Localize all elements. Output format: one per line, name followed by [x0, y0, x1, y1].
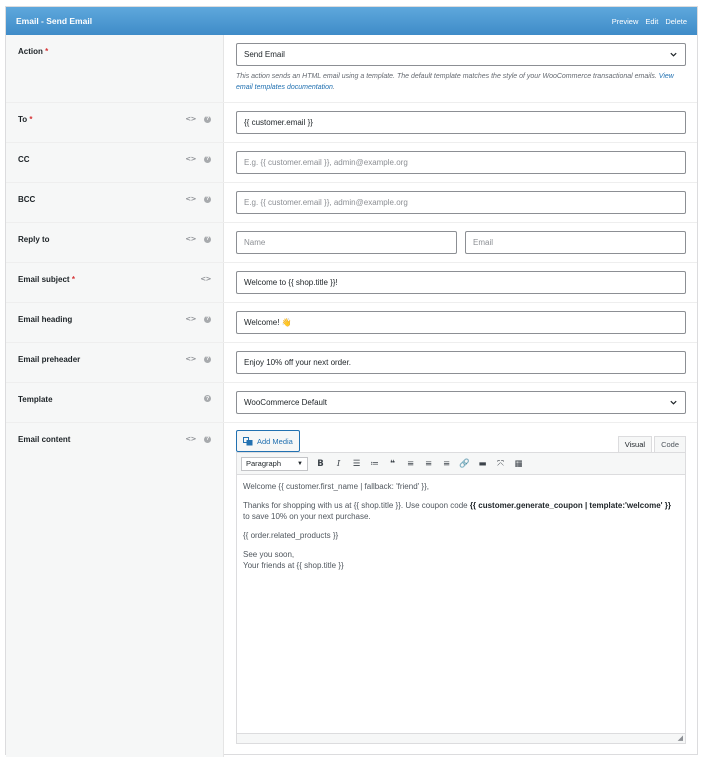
heading-input[interactable]: Welcome! 👋: [236, 311, 686, 334]
preheader-label: Email preheader: [18, 355, 81, 364]
bullet-list-icon[interactable]: ☰: [352, 458, 361, 469]
help-icon[interactable]: ?: [205, 196, 210, 202]
panel-header: [6, 7, 697, 35]
required-marker: *: [45, 47, 49, 56]
format-select[interactable]: Paragraph ▼: [241, 457, 308, 471]
row-heading: [6, 303, 697, 343]
coupon-code: {{ customer.generate_coupon | template:'welcome' }}: [469, 501, 672, 510]
row-to: [6, 103, 697, 143]
fullscreen-icon[interactable]: ⤧: [497, 458, 504, 469]
subject-label: Email subject: [18, 275, 70, 284]
numbered-list-icon[interactable]: ≔: [370, 458, 379, 469]
content-label: Email content: [18, 435, 71, 444]
read-more-icon[interactable]: ▬: [478, 458, 487, 469]
code-icon[interactable]: <>: [185, 155, 196, 163]
bcc-input[interactable]: E.g. {{ customer.email }}, admin@example.org: [236, 191, 686, 214]
row-action: [6, 35, 697, 103]
row-cc: [6, 143, 697, 183]
content-signoff: See you soon, Your friends at {{ shop.title }}: [243, 550, 344, 570]
required-marker: *: [71, 275, 75, 284]
to-input[interactable]: {{ customer.email }}: [236, 111, 686, 134]
tab-visual[interactable]: Visual: [618, 436, 652, 452]
cc-input[interactable]: E.g. {{ customer.email }}, admin@example.org: [236, 151, 686, 174]
content-greeting: Welcome {{ customer.first_name | fallback: 'friend' }},: [243, 482, 429, 491]
editor-content[interactable]: [237, 475, 685, 733]
align-left-icon[interactable]: ≡: [406, 458, 415, 469]
link-icon[interactable]: 🔗: [459, 458, 470, 469]
resize-handle-icon[interactable]: ◢: [677, 735, 683, 742]
code-icon[interactable]: <>: [185, 115, 196, 123]
code-icon[interactable]: <>: [185, 315, 196, 323]
help-icon[interactable]: ?: [205, 236, 210, 242]
code-icon[interactable]: <>: [185, 235, 196, 243]
chevron-down-icon: [669, 50, 678, 59]
align-center-icon[interactable]: ≡: [424, 458, 433, 469]
row-content: [6, 423, 697, 757]
delete-link[interactable]: Delete: [665, 16, 687, 26]
preview-link[interactable]: Preview: [611, 16, 639, 26]
reply-to-label: Reply to: [18, 235, 50, 244]
editor-toolbar: [237, 453, 685, 475]
code-icon[interactable]: <>: [185, 195, 196, 203]
help-icon[interactable]: ?: [205, 116, 210, 122]
to-label: To: [18, 115, 28, 124]
caret-down-icon: ▼: [297, 460, 303, 467]
code-icon[interactable]: <>: [185, 355, 196, 363]
row-subject: [6, 263, 697, 303]
help-icon[interactable]: ?: [205, 156, 210, 162]
action-label: Action *: [6, 35, 224, 102]
bcc-label: BCC: [18, 195, 36, 204]
edit-link[interactable]: Edit: [645, 16, 659, 26]
preheader-input[interactable]: Enjoy 10% off your next order.: [236, 351, 686, 374]
blockquote-icon[interactable]: ❝: [390, 458, 395, 469]
code-icon[interactable]: <>: [185, 435, 196, 443]
toolbar-toggle-icon[interactable]: ▦: [514, 458, 523, 469]
header-actions: [612, 17, 687, 26]
reply-to-name-input[interactable]: Name: [236, 231, 457, 254]
required-marker: *: [29, 115, 33, 124]
content-editor: [236, 452, 686, 744]
editor-statusbar: [237, 733, 685, 743]
chevron-down-icon: [669, 398, 678, 407]
tab-code[interactable]: Code: [654, 436, 686, 452]
code-icon[interactable]: <>: [200, 275, 211, 283]
help-icon[interactable]: ?: [205, 316, 210, 322]
row-preheader: [6, 343, 697, 383]
content-products: {{ order.related_products }}: [243, 531, 339, 540]
template-label: Template: [18, 395, 53, 404]
panel-title: Email - Send Email: [16, 16, 93, 26]
row-bcc: [6, 183, 697, 223]
add-media-button[interactable]: Add Media: [236, 430, 300, 452]
action-select[interactable]: Send Email: [236, 43, 686, 66]
send-email-panel: [5, 6, 698, 755]
help-icon[interactable]: ?: [205, 395, 210, 402]
media-icon: [243, 437, 253, 446]
subject-input[interactable]: Welcome to {{ shop.title }}!: [236, 271, 686, 294]
italic-icon[interactable]: I: [336, 458, 341, 469]
reply-to-email-input[interactable]: Email: [465, 231, 686, 254]
row-template: [6, 383, 697, 423]
align-right-icon[interactable]: ≡: [442, 458, 451, 469]
templates-docs-link[interactable]: View email templates documentation: [236, 73, 674, 91]
row-reply-to: [6, 223, 697, 263]
action-description: This action sends an HTML email using a template. The default template matches the style of your WooCommerce transactional emails. View email templates documentation.: [236, 73, 674, 91]
help-icon[interactable]: ?: [205, 436, 210, 442]
content-coupon-paragraph: Thanks for shopping with us at {{ shop.title }}. Use coupon code {{ customer.generate_coupon | template:'welcome' }} to save 10% on your next purchase.: [243, 501, 672, 521]
template-select[interactable]: WooCommerce Default: [236, 391, 686, 414]
help-icon[interactable]: ?: [205, 356, 210, 362]
bold-icon[interactable]: B: [317, 458, 324, 469]
cc-label: CC: [18, 155, 30, 164]
heading-label: Email heading: [18, 315, 73, 324]
